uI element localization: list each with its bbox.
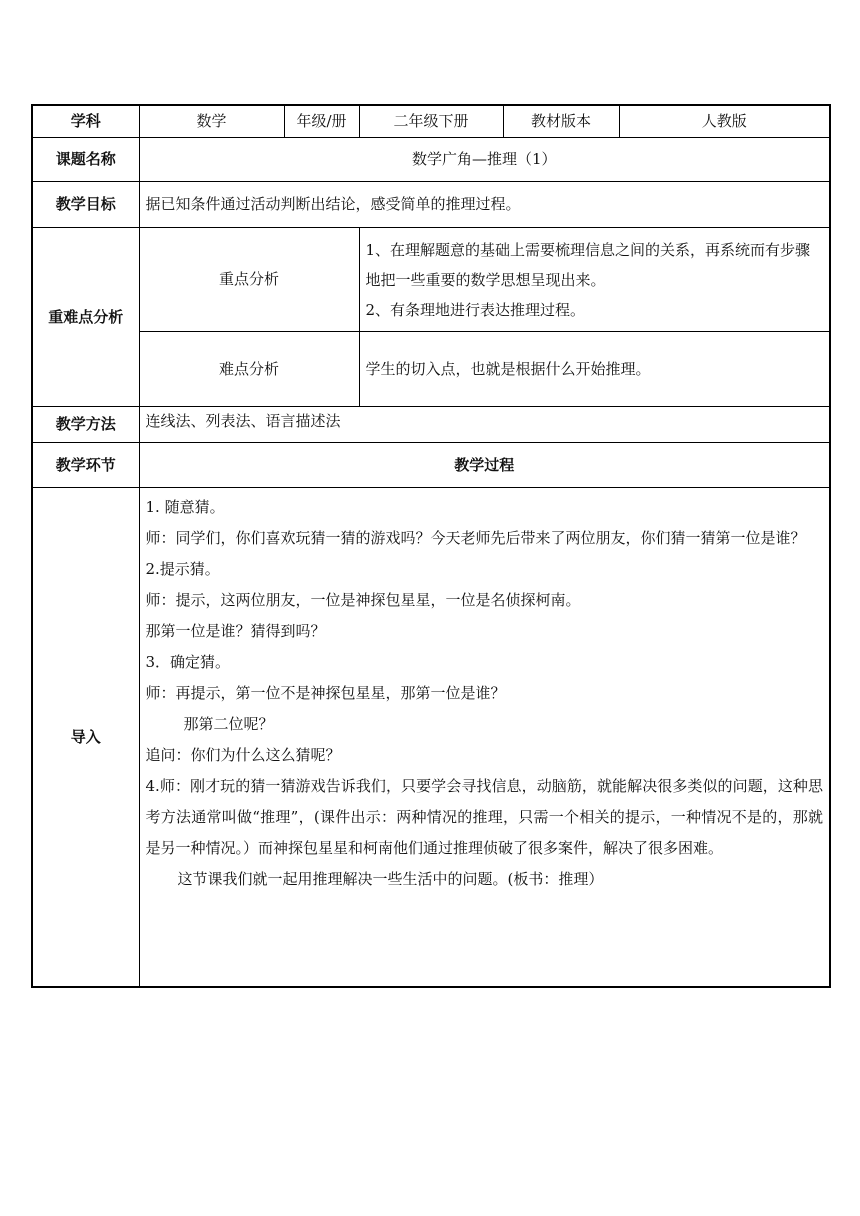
process-line: 3．确定猜。 [145, 652, 231, 671]
method-label: 教学方法 [32, 406, 139, 442]
grade-value: 二年级下册 [359, 105, 503, 137]
process-line: 1. 随意猜。 [145, 497, 225, 516]
subject-label: 学科 [32, 105, 139, 137]
process-line: 师：提示，这两位朋友，一位是神探包星星，一位是名侦探柯南。 [145, 590, 581, 609]
stage-intro: 导入 [32, 487, 139, 987]
process-line: 师：再提示，第一位不是神探包星星，那第一位是谁？ [145, 683, 506, 702]
process-line: 4.师：刚才玩的猜一猜游戏告诉我们，只要学会寻找信息，动脑筋，就能解决很多类似的问题，这种思考方法通常叫做“推理”，(课件出示：两种情况的推理，只需一个相关的提示，一种情况不是的，那就是另一种情况。）而神探包星星和柯南他们通过推理侦破了很多案件，解决了很多困难。 [145, 776, 823, 857]
subject-value: 数学 [139, 105, 284, 137]
process-line: 师：同学们，你们喜欢玩猜一猜的游戏吗？今天老师先后带来了两位朋友，你们猜一猜第一位是谁？ [145, 528, 806, 547]
difficult-analysis-text: 学生的切入点，也就是根据什么开始推理。 [359, 331, 830, 406]
method-text: 连线法、列表法、语言描述法 [139, 406, 830, 442]
process-header-row [32, 442, 830, 487]
process-header: 教学过程 [139, 442, 830, 487]
objective-text: 据已知条件通过活动判断出结论，感受简单的推理过程。 [139, 181, 830, 227]
lesson-title-label: 课题名称 [32, 137, 139, 181]
difficult-analysis-label: 难点分析 [139, 331, 359, 406]
process-line: 那第一位是谁？猜得到吗？ [145, 621, 326, 640]
key-point: 2、有条理地进行表达推理过程。 [365, 300, 586, 319]
process-line: 2.提示猜。 [145, 559, 220, 578]
intro-row [32, 487, 830, 987]
key-analysis-row [32, 227, 830, 331]
method-row [32, 406, 830, 442]
lesson-plan-page [31, 104, 829, 988]
objective-label: 教学目标 [32, 181, 139, 227]
edition-label: 教材版本 [503, 105, 619, 137]
grade-label: 年级/册 [284, 105, 359, 137]
difficult-analysis-row [32, 331, 830, 406]
process-line: 追问：你们为什么这么猜呢？ [145, 745, 341, 764]
lesson-title: 数学广角—推理（1） [139, 137, 830, 181]
objective-row [32, 181, 830, 227]
key-analysis-content [359, 227, 830, 331]
process-line: 这节课我们就一起用推理解决一些生活中的问题。(板书：推理） [177, 869, 604, 888]
process-line: 那第二位呢？ [183, 714, 274, 733]
key-analysis-label: 重点分析 [139, 227, 359, 331]
lesson-plan-table [31, 104, 831, 988]
edition-value: 人教版 [619, 105, 830, 137]
stage-header: 教学环节 [32, 442, 139, 487]
header-row [32, 105, 830, 137]
key-point: 1、在理解题意的基础上需要梳理信息之间的关系，再系统而有步骤地把一些重要的数学思想呈现出来。 [365, 240, 811, 289]
lesson-title-row [32, 137, 830, 181]
analysis-label: 重难点分析 [32, 227, 139, 406]
process-content [139, 487, 830, 987]
